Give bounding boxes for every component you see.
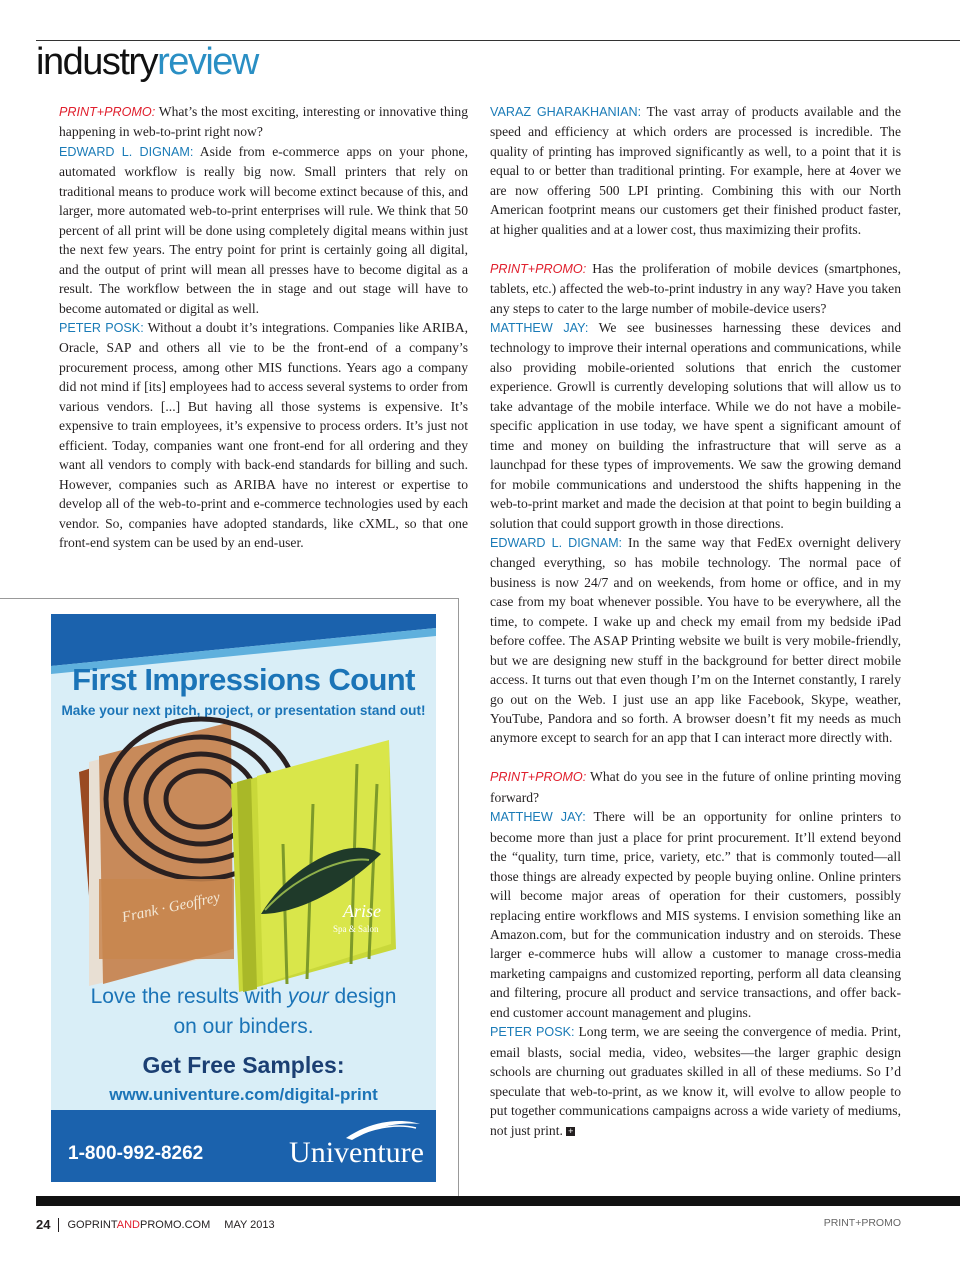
answer-paragraph — [490, 1022, 901, 1140]
site-url-pre: GOPRINT — [67, 1218, 117, 1231]
section-title-part2: review — [157, 41, 258, 83]
paragraph-text: Aside from e-commerce apps on your phone, automated workflow is really big now. Small printers that rely on traditional means to produce work will become extinct because of this, and larger, more automated web-to-print enterprises will rule. We think that 50 percent of all print will be done using completely digital means within just the next few years. The entry point for print is certainly going all digital, and the output of print will mean all presses have to become digital as a result. The workflow between the in stage and out stage will have to become automated or digital as well. — [59, 143, 468, 316]
ad-tagline — [51, 982, 436, 1042]
binder2-label: Arise — [343, 901, 381, 921]
ad-tagline-line2: on our binders. — [173, 1015, 314, 1038]
speaker-name: MATTHEW JAY: — [490, 810, 586, 825]
question-label: PRINT+PROMO: — [59, 105, 156, 119]
speaker-name: EDWARD L. DIGNAM: — [59, 144, 194, 159]
univenture-ad[interactable] — [51, 614, 436, 1182]
answer-paragraph — [490, 318, 901, 533]
paragraph-gap — [490, 748, 901, 767]
question-paragraph — [490, 259, 901, 318]
answer-paragraph — [490, 102, 901, 239]
paragraph-text: What do you see in the future of online printing moving forward? — [490, 769, 901, 805]
ad-phone[interactable]: 1-800-992-8262 — [68, 1143, 204, 1164]
paragraph-text: Without a doubt it’s integrations. Companies like ARIBA, Oracle, SAP and others all vie to be the front-end of a company’s procurement process, among other MIS functions. Years ago a company did not mind if [its] employees had to access several systems to order from various vendors. [...] But having all those systems is expensive. It’s expensive to train employees, it’s expensive to process orders. It’s just not efficient. Today, companies want one front-end for all ordering and they want all vendors to comply with back-end standards for billing and such. However, companies such as ARIBA have no interest or expertise to develop all of the web-to-print and e-commerce technologies used by each vendor. So, companies have adopted standards, like cXML, so that one front-end system can be used by an end-user. — [59, 319, 469, 550]
ad-samples-heading: Get Free Samples: — [142, 1052, 345, 1078]
ad-tagline-em: your — [287, 985, 329, 1008]
speaker-name: MATTHEW JAY: — [490, 320, 589, 335]
site-url-post: PROMO.COM — [140, 1218, 211, 1231]
section-title — [36, 40, 258, 84]
site-url[interactable] — [67, 1219, 210, 1231]
left-column — [59, 102, 468, 552]
paragraph-text: The vast array of products available and the speed and efficiency at which orders are processed is incredible. The quality of printing has improved significantly as well, to a point that it is equal to or better than traditional printing. For example, here at 4over we are now offering 500 LPI printing. Combining this with our North American footprint means our customers get their finished product faster, at higher qualities and at a lower cost, thus maximizing their profits. — [490, 104, 901, 237]
footer-bar — [36, 1196, 960, 1206]
site-url-mid: AND — [116, 1218, 140, 1231]
answer-paragraph — [490, 533, 901, 748]
magazine-brand: PRINT+PROMO — [823, 1217, 901, 1229]
ad-tagline-post: design — [328, 985, 397, 1008]
speaker-name: EDWARD L. DIGNAM: — [490, 535, 623, 550]
paragraph-text: There will be an opportunity for online printers to become more than just a place for print procurement. It’ll extend beyond the “quality, turn time, price, variety, etc.” that is commonly touted—all those things are already expected by people buying online. Online printers will become major areas of operation for their customers, possibly replacing entire workflows and MIS systems. I envision something like an Amazon.com, but for the communication industry and on steroids. These larger e-commerce hubs will allow a customer to manage cross-media marketing campaigns and customized reporting, perform all data cleansing and filtering, procure all product and service transactions, and offer back-end customer account management and plugins. — [490, 809, 901, 1020]
page-number: 24 — [36, 1217, 51, 1232]
binder1-label: Frank · Geoffrey — [120, 889, 222, 926]
question-label: PRINT+PROMO: — [490, 261, 587, 276]
end-mark-icon: + — [568, 1125, 574, 1136]
question-paragraph — [59, 102, 468, 142]
paragraph-gap — [490, 239, 901, 258]
question-paragraph — [490, 767, 901, 807]
binder2-sublabel: Spa & Salon — [333, 924, 379, 934]
speaker-name: VARAZ GHARAKHANIAN: — [490, 105, 642, 119]
speaker-name: PETER POSK: — [59, 320, 144, 335]
section-title-part1: industry — [36, 41, 158, 83]
speaker-name: PETER POSK: — [490, 1025, 575, 1040]
paragraph-text: What’s the most exciting, interesting or innovative thing happening in web-to-print right now? — [59, 104, 468, 140]
paragraph-text: Long term, we are seeing the convergence of media. Print, email blasts, social media, video, websites—the larger graphic design schools are churning out graduates skilled in all of these mediums. So I’d speculate that web-to-print, as we know it, will evolve to allow people to put together communications campaigns across a wide variety of mediums, not just print. — [490, 1024, 901, 1138]
issue-date: MAY 2013 — [224, 1218, 275, 1231]
folio-divider — [58, 1218, 59, 1232]
right-column — [490, 102, 901, 1140]
ad-tagline-pre: Love the results with — [90, 985, 288, 1008]
paragraph-text: Has the proliferation of mobile devices (smartphones, tablets, etc.) affected the web-to-print industry in any way? Have you taken any steps to cater to the large number of mobile-device users? — [490, 260, 901, 316]
question-label: PRINT+PROMO: — [490, 770, 587, 785]
ad-url-link[interactable]: www.univenture.com/digital-print — [109, 1085, 378, 1104]
ad-subhead: Make your next pitch, project, or presentation stand out! — [61, 703, 426, 718]
paragraph-text: In the same way that FedEx overnight delivery changed everything, so has mobile technology. The normal pace of business is now 24/7 and on weekends, from home or office, and in my case from my boat whenever possible. You have to be everywhere, all the time, to compete. I wake up and check my email from my bedside iPad before coffee. The ASAP Printing website we built is very mobile-friendly, but we are designing new stuff in the background for better direct mobile access. It turns out that even though I’m on the Internet constantly, I rarely go out on the Web. I just use an app like Facebook, Skype, weather, YouTube, Pandora and so forth. A browser doesn’t fit my needs as much anymore except to search for an app that I can interact more directly with. — [490, 534, 901, 746]
univenture-logo: Univenture — [289, 1136, 424, 1169]
answer-paragraph — [490, 807, 901, 1022]
folio — [36, 1217, 275, 1232]
paragraph-text: We see businesses harnessing these devices and technology to improve their internal operations and communications, while also providing mobile-oriented solutions that enrich the customer experience. Growll is currently developing solutions that will allow us to take advantage of the mobile interface. While we do not have a mobile-specific application in use today, we have spent a significant amount of time and money on building the infrastructure that will serve as a launchpad for these types of improvements. We saw the growing demand for mobile communications and understood the shifts happening in the web-to-print market and made the decision at that point to begin building a solution that could support growth in those directions. — [490, 319, 902, 531]
ad-bottom-bar — [51, 1110, 436, 1182]
answer-paragraph — [59, 318, 468, 552]
answer-paragraph — [59, 142, 468, 318]
ad-headline: First Impressions Count — [72, 662, 415, 697]
